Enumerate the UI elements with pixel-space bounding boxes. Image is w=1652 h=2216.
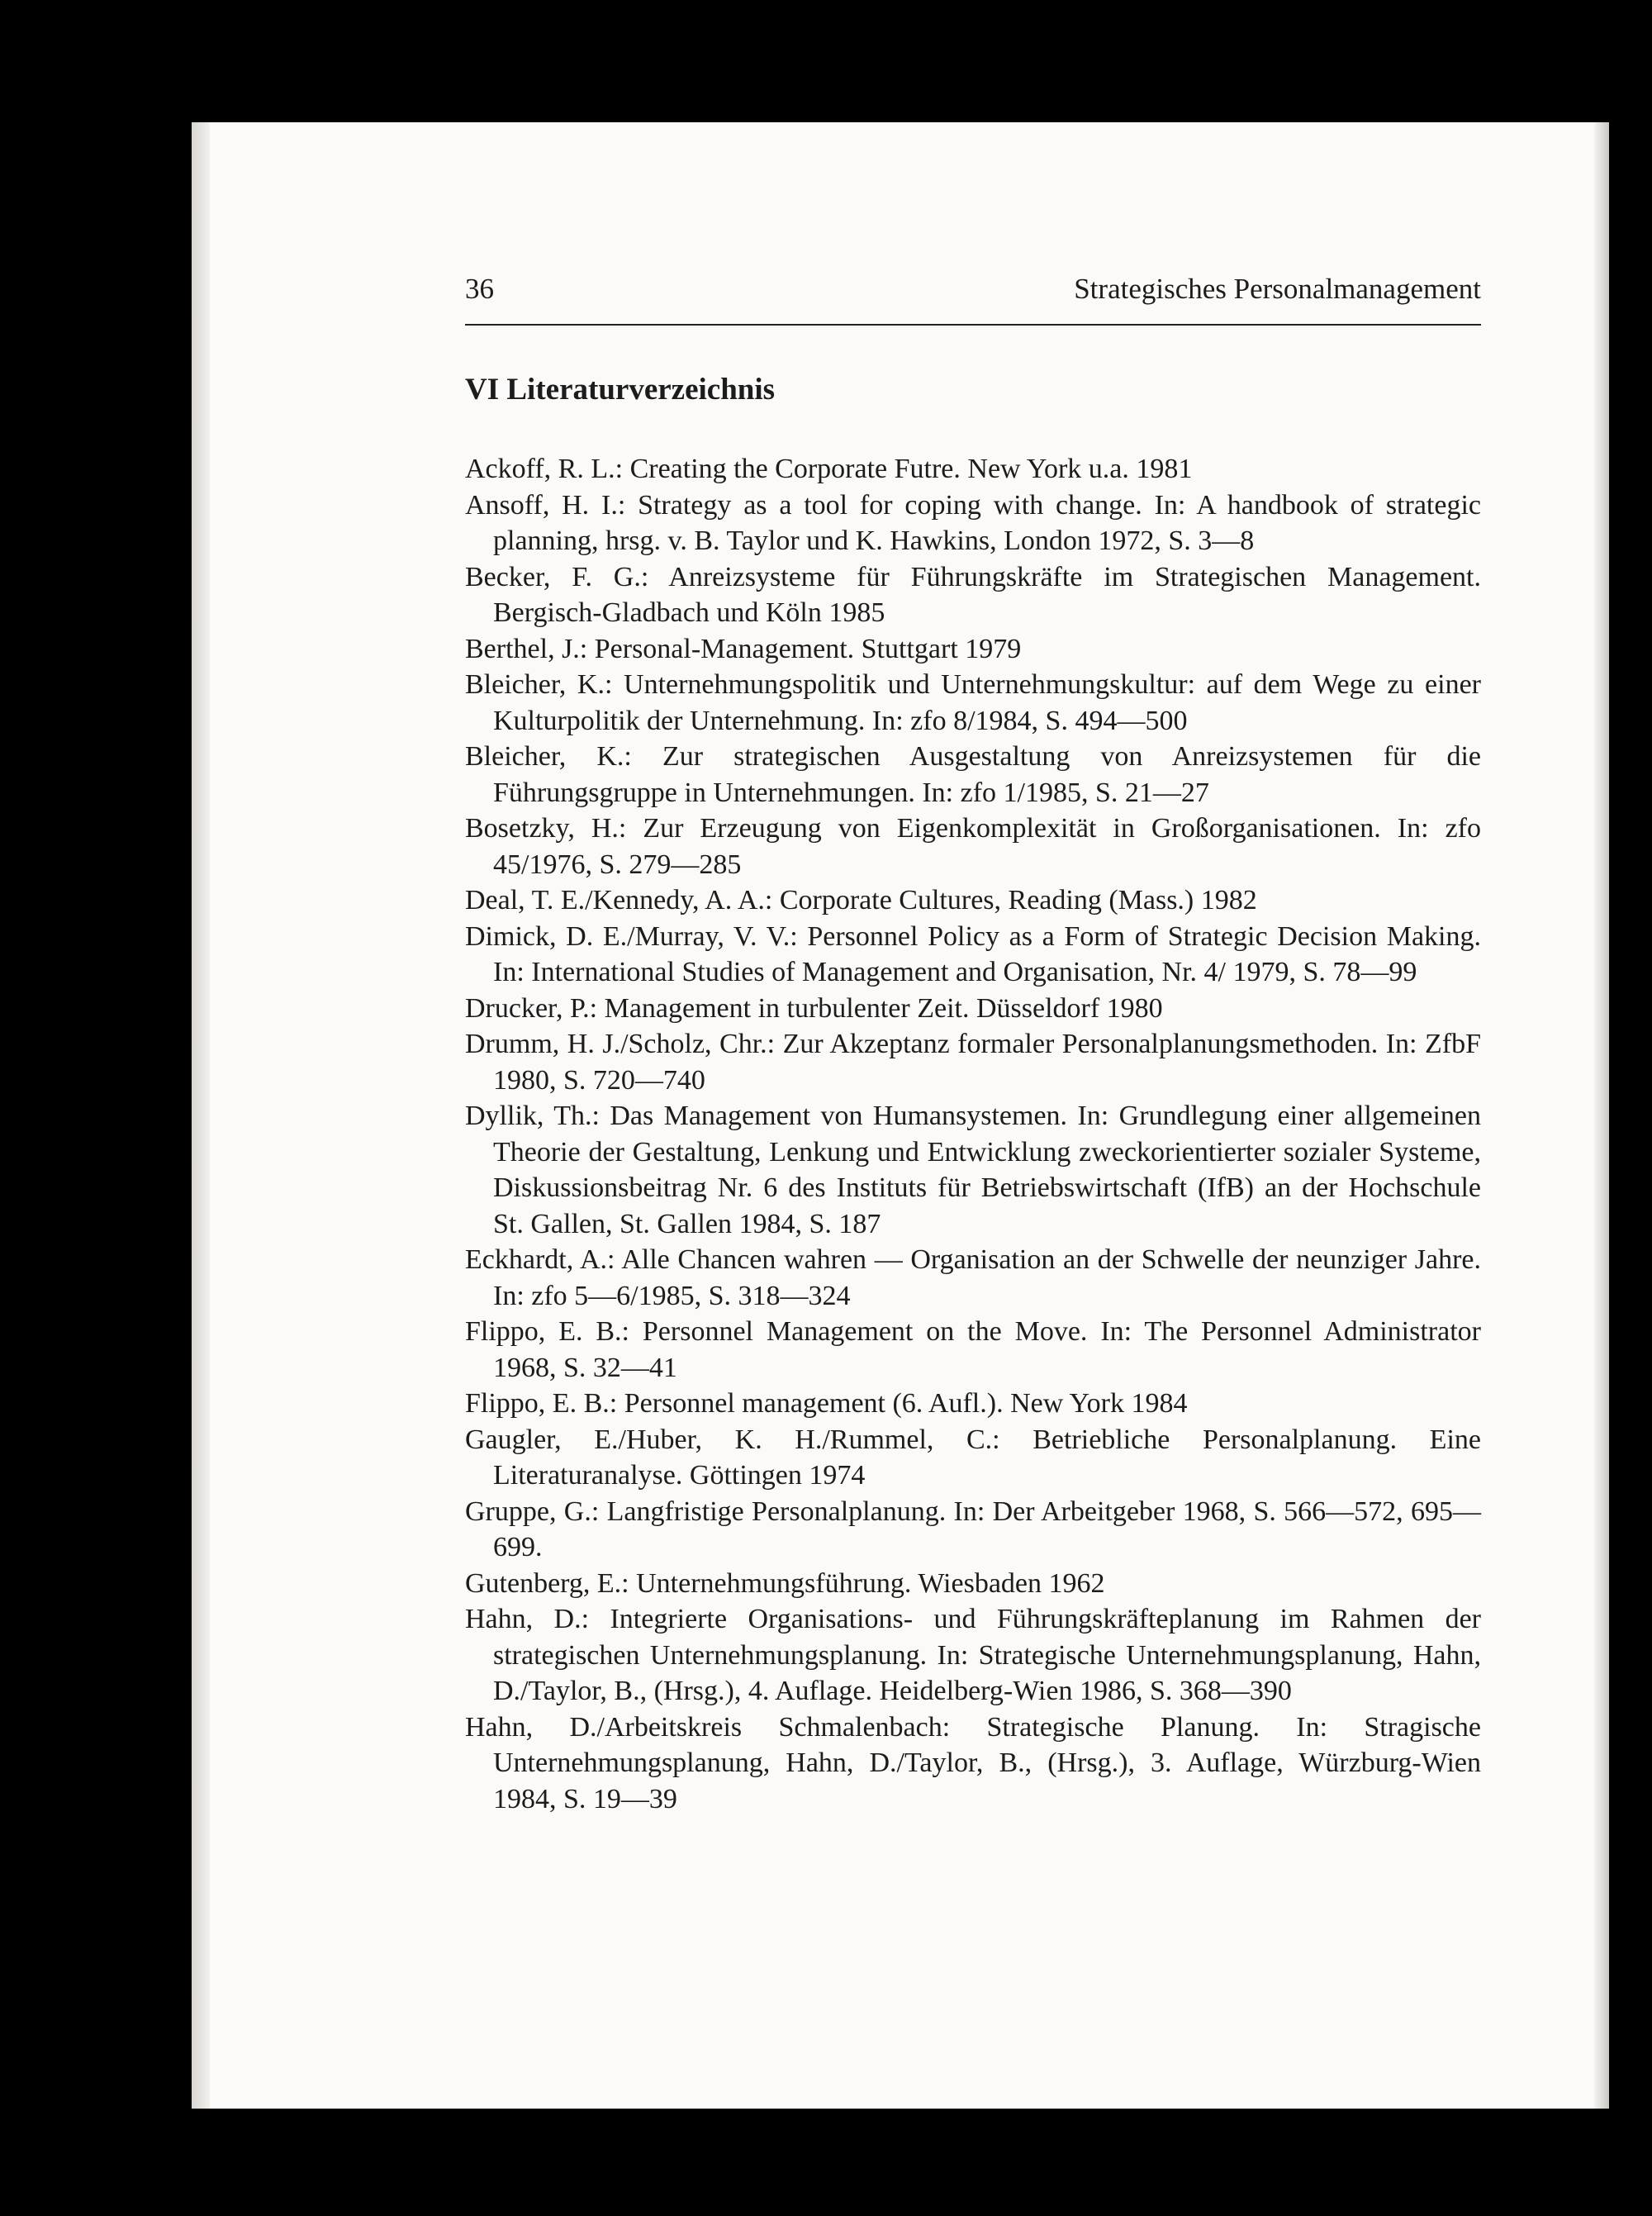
- section-heading: VI Literaturverzeichnis: [465, 373, 776, 407]
- bibliography-entry: Flippo, E. B.: Personnel management (6. Aufl.). New York 1984: [465, 1388, 1188, 1419]
- running-header: [465, 271, 1481, 326]
- bibliography-entry: Dimick, D. E./Murray, V. V.: Personnel Policy as a Form of Strategic Decision Making. In: International Studies of Management and Organisation, Nr. 4/ 1979, S. 78—99: [465, 920, 1481, 987]
- bibliography-entry: Bosetzky, H.: Zur Erzeugung von Eigenkomplexität in Großorganisationen. In: zfo 45/1976, S. 279—285: [465, 813, 1481, 880]
- page-content: [465, 271, 1481, 1817]
- bibliography-entry: Dyllik, Th.: Das Management von Humansystemen. In: Grundlegung einer allgemeinen Theorie der Gestaltung, Lenkung und Entwicklung zweckorientierter sozialer Systeme, Diskussionsbeitrag Nr. 6 des Instituts für Betriebswirtschaft (IfB) an der Hochschule St. Gallen, St. Gallen 1984, S. 187: [465, 1101, 1481, 1239]
- bibliography-entry: Hahn, D.: Integrierte Organisations- und Führungskräfteplanung im Rahmen der strategischen Unternehmungsplanung. In: Strategische Unternehmungsplanung, Hahn, D./Taylor, B., (Hrsg.), 4. Auflage. Heidelberg-Wien 1986, S. 368—390: [465, 1604, 1481, 1706]
- bibliography-entry: Ackoff, R. L.: Creating the Corporate Futre. New York u.a. 1981: [465, 454, 1193, 484]
- bibliography-entry: Berthel, J.: Personal-Management. Stuttgart 1979: [465, 633, 1022, 664]
- bibliography-list: [465, 451, 1481, 1817]
- page-number: 36: [465, 273, 494, 305]
- bibliography-entry: Gruppe, G.: Langfristige Personalplanung. In: Der Arbeitgeber 1968, S. 566—572, 695—699.: [465, 1496, 1481, 1562]
- bibliography-entry: Deal, T. E./Kennedy, A. A.: Corporate Cultures, Reading (Mass.) 1982: [465, 885, 1257, 915]
- bibliography-entry: Gutenberg, E.: Unternehmungsführung. Wiesbaden 1962: [465, 1567, 1105, 1599]
- bibliography-entry: Gaugler, E./Huber, K. H./Rummel, C.: Betriebliche Personalplanung. Eine Literaturanalyse. Göttingen 1974: [465, 1424, 1481, 1491]
- bibliography-entry: Hahn, D./Arbeitskreis Schmalenbach: Strategische Planung. In: Stragische Unternehmungsplanung, Hahn, D./Taylor, B., (Hrsg.), 3. Auflage, Würzburg-Wien 1984, S. 19—39: [465, 1711, 1481, 1814]
- bibliography-entry: Drumm, H. J./Scholz, Chr.: Zur Akzeptanz formaler Personalplanungsmethoden. In: ZfbF 1980, S. 720—740: [465, 1029, 1481, 1096]
- page-binding-edge: [192, 122, 210, 2109]
- bibliography-entry: Drucker, P.: Management in turbulenter Zeit. Düsseldorf 1980: [465, 992, 1163, 1024]
- page-right-shadow: [1594, 122, 1609, 2109]
- bibliography-entry: Flippo, E. B.: Personnel Management on the Move. In: The Personnel Administrator 1968, S. 32—41: [465, 1316, 1481, 1383]
- bibliography-entry: Bleicher, K.: Unternehmungspolitik und Unternehmungskultur: auf dem Wege zu einer Kulturpolitik der Unternehmung. In: zfo 8/1984, S. 494—500: [465, 669, 1481, 736]
- running-title: Strategisches Personalmanagement: [1074, 273, 1481, 305]
- bibliography-entry: Eckhardt, A.: Alle Chancen wahren — Organisation an der Schwelle der neunziger Jahre. In: zfo 5—6/1985, S. 318—324: [465, 1244, 1481, 1311]
- bibliography-entry: Ansoff, H. I.: Strategy as a tool for coping with change. In: A handbook of strategic planning, hrsg. v. B. Taylor und K. Hawkins, London 1972, S. 3—8: [465, 489, 1481, 556]
- bibliography-entry: Becker, F. G.: Anreizsysteme für Führungskräfte im Strategischen Management. Bergisch-Gladbach und Köln 1985: [465, 561, 1481, 628]
- bibliography-entry: Bleicher, K.: Zur strategischen Ausgestaltung von Anreizsystemen für die Führungsgruppe in Unternehmungen. In: zfo 1/1985, S. 21—27: [465, 741, 1481, 808]
